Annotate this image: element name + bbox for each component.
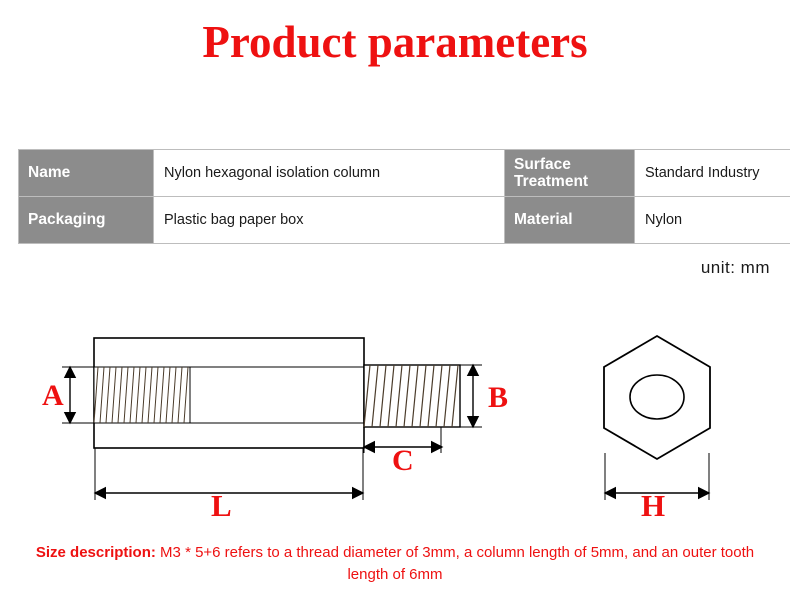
dimension-diagram [0, 303, 790, 538]
svg-text:A: A [42, 379, 64, 412]
svg-text:L: L [211, 488, 232, 523]
value-material: Nylon [635, 197, 790, 244]
table-row [19, 197, 790, 244]
size-description-lead: Size description: [36, 544, 156, 561]
label-name: Name [19, 150, 154, 197]
size-description-text: M3 * 5+6 refers to a thread diameter of 3mm, a column length of 5mm, and an outer tooth length of 6mm [156, 544, 754, 583]
label-material: Material [505, 197, 635, 244]
unit-note: unit: mm [701, 258, 770, 278]
value-name: Nylon hexagonal isolation column [154, 150, 505, 197]
product-parameters-table [18, 149, 790, 244]
svg-text:B: B [488, 381, 508, 414]
svg-text:H: H [641, 488, 665, 523]
svg-text:C: C [392, 444, 414, 477]
table-row [19, 150, 790, 197]
page-title: Product parameters [0, 18, 790, 68]
value-packaging: Plastic bag paper box [154, 197, 505, 244]
value-surface-treatment: Standard Industry [635, 150, 790, 197]
label-surface-treatment: Surface Treatment [505, 150, 635, 197]
label-packaging: Packaging [19, 197, 154, 244]
